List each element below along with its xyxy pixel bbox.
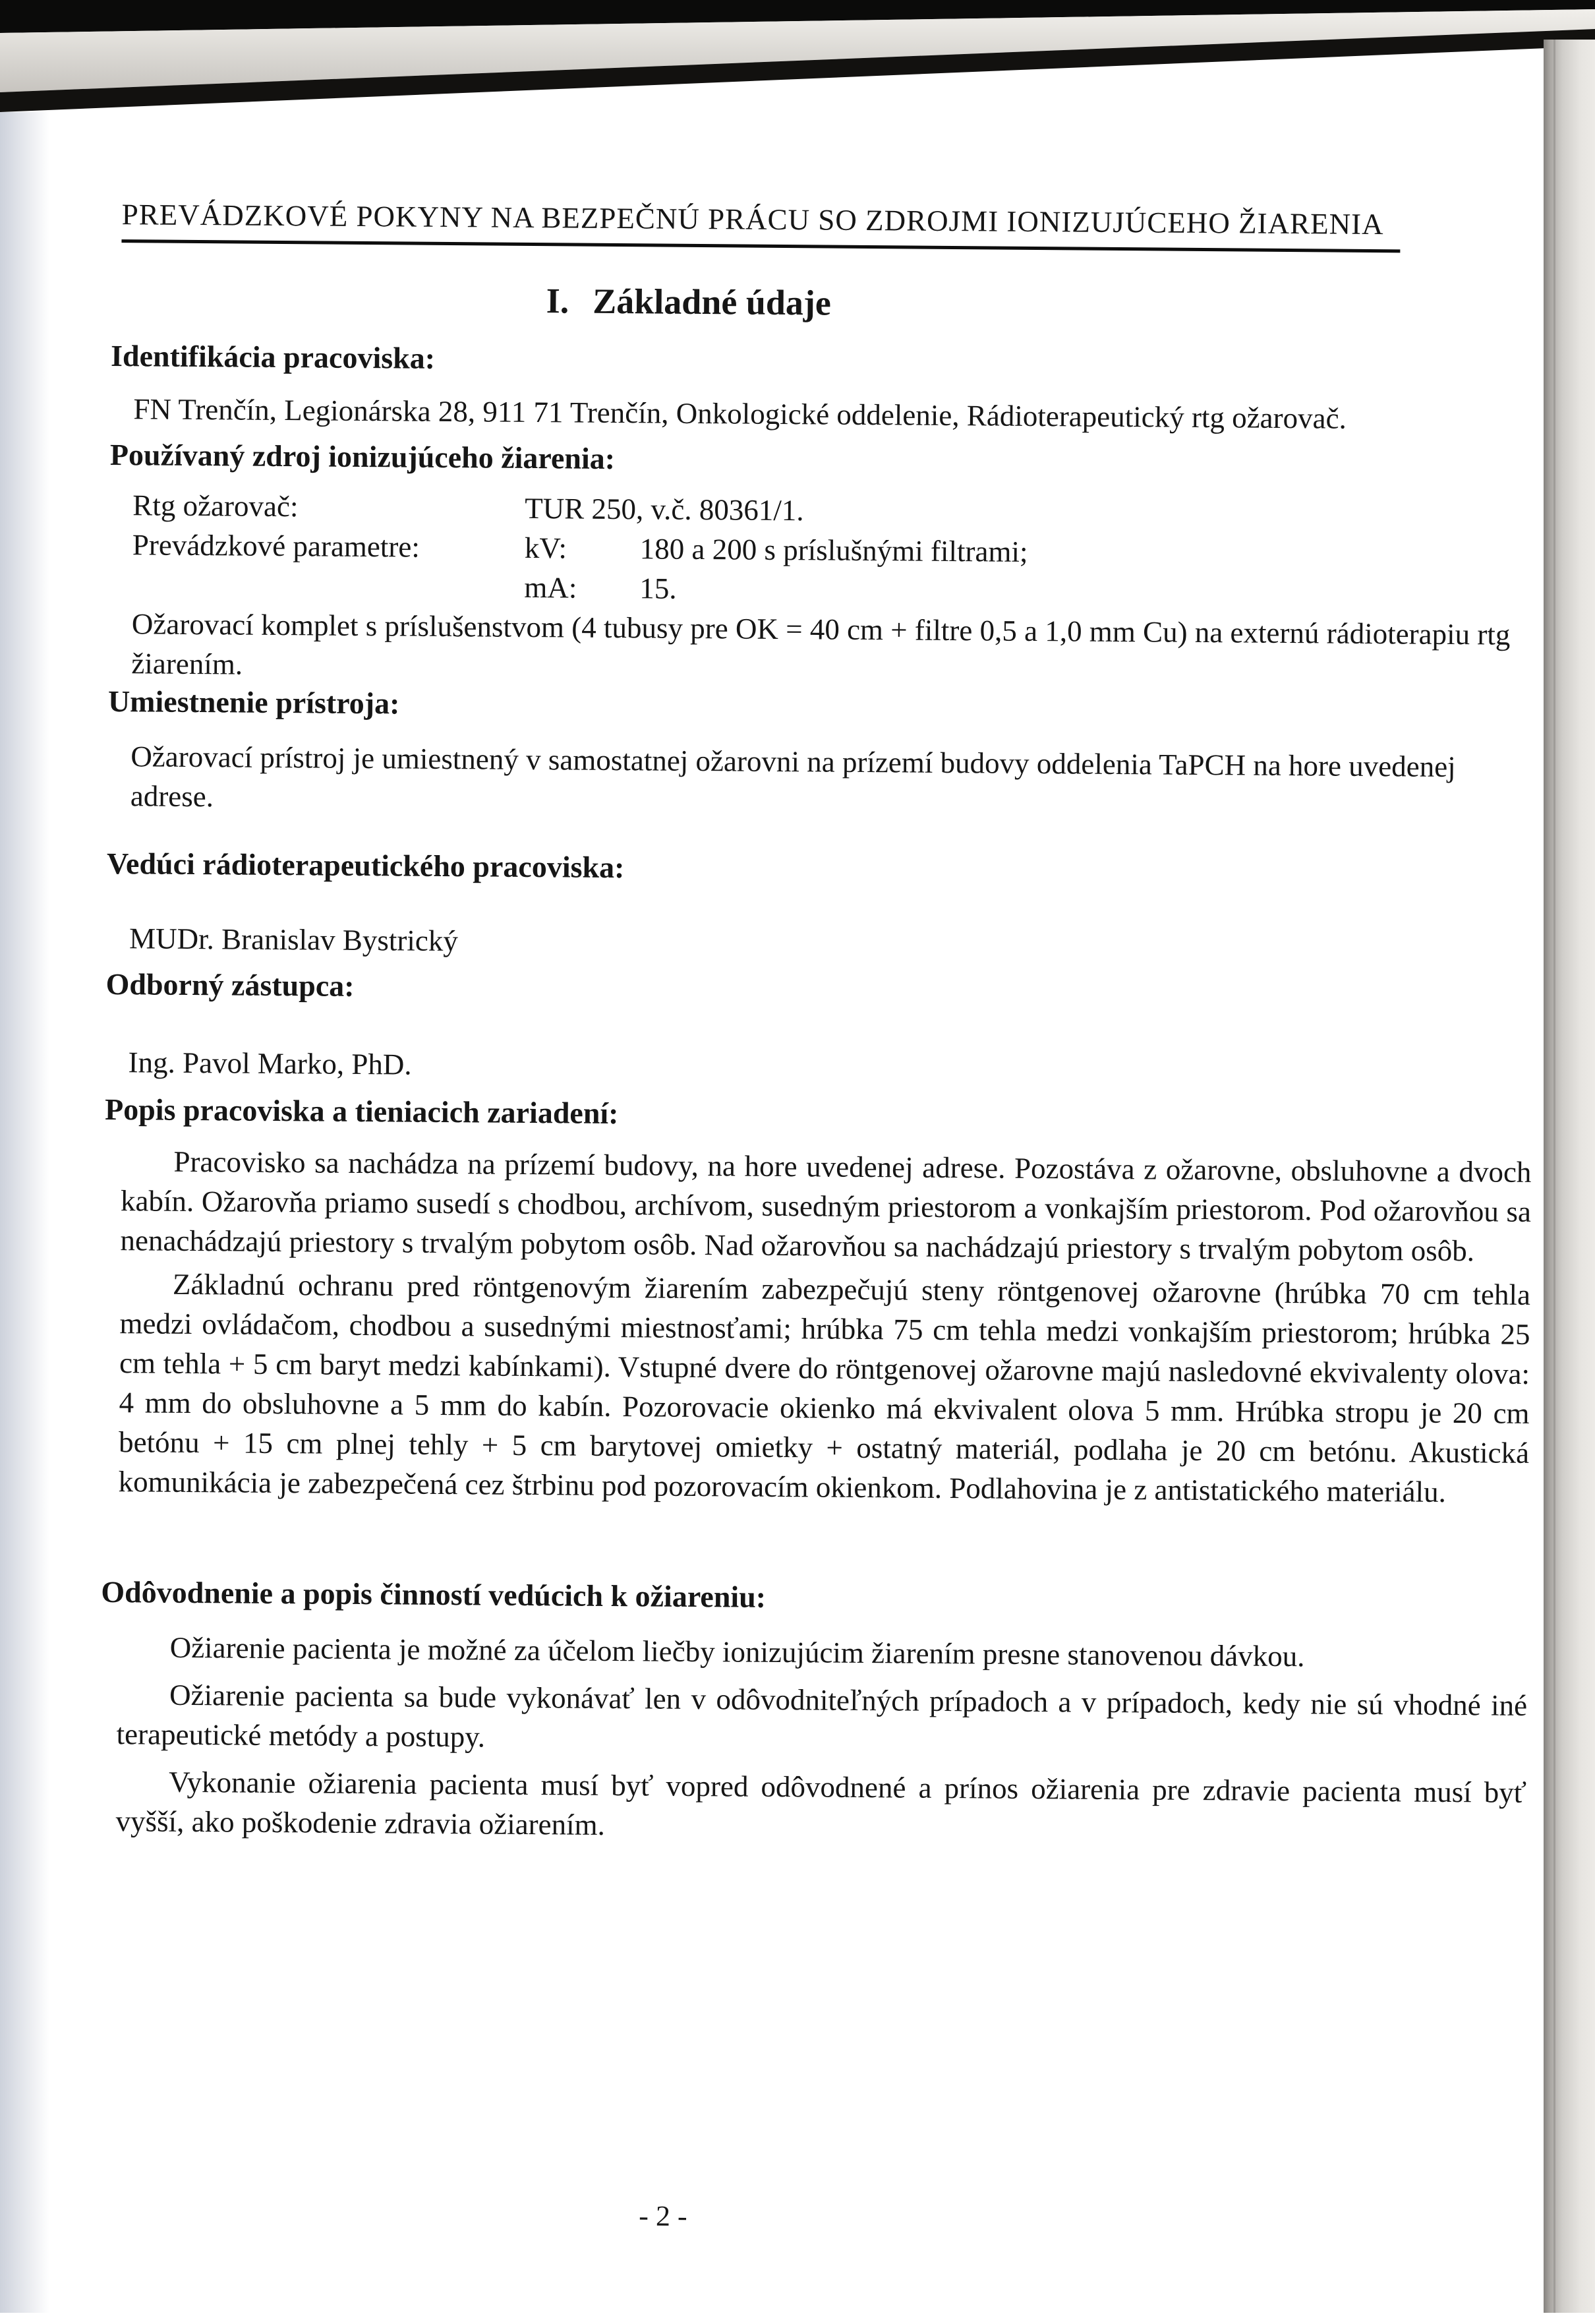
heading-popis: Popis pracoviska a tieniacich zariadení:: [104, 1092, 619, 1131]
popis-paragraph: Základnú ochranu pred röntgenovým žiarením zabezpečujú steny röntgenovej ožarovne (hrúbka 70 cm tehla medzi ovládačom, chodbou a susednými miestnosťami; hrúbka 75 cm tehla medzi vonkajším priestorom; hrúbka 25 cm tehla + 5 cm baryt medzi kabínkami). Vstupné dvere do röntgenovej ožarovne majú nasledovné ekvivalenty olova: 4 mm do obsluhovne a 5 mm do kabín. Pozorovacie okienko má ekvivalent olova 5 mm. Hrúbka stropu je 20 cm betónu + 15 cm plnej tehly + 5 cm barytovej omietky + ostatný materiál, podlaha je 20 cm betónu. Akustická komunikácia je zabezpečená cez štrbinu pod pozorovacím okienkom. Podlahovina je z antistatického materiálu.: [118, 1267, 1531, 1508]
zdroj-note: Ožarovací komplet s príslušenstvom (4 tubusy pre OK = 40 cm + filtre 0,5 a 1,0 mm Cu) na externú rádioterapiu rtg žiarením.: [131, 607, 1511, 681]
param-label: [132, 564, 524, 607]
param-key: mA:: [524, 570, 577, 605]
params-table: [109, 485, 1536, 615]
left-scan-shade: [0, 112, 49, 2313]
document-page: [96, 194, 1539, 2324]
param-value: 15.: [639, 572, 677, 605]
heading-veduci: Vedúci rádioterapeutického pracoviska:: [106, 846, 625, 885]
scan-top-edge: [0, 0, 1595, 119]
page-edge-line: [1553, 40, 1555, 2313]
popis-paragraph: Pracovisko sa nachádza na prízemí budovy, na hore uvedenej adrese. Pozostáva z ožarovne, obsluhovne a dvoch kabín. Ožarovňa priamo susedí s chodbou, archívom, susedným priestorom a vonkajším priestorom. Pod ožarovňou sa nenachádzajú priestory s trvalým pobytom osôb. Nad ožarovňou sa nachádzajú priestory s trvalým pobytom osôb.: [120, 1145, 1532, 1268]
document-header-title: PREVÁDZKOVÉ POKYNY NA BEZPEČNÚ PRÁCU SO ZDROJMI IONIZUJÚCEHO ŽIARENIA: [121, 197, 1400, 253]
heading-zastupca: Odborný zástupca:: [105, 967, 355, 1003]
param-label: Prevádzkové parametre:: [132, 528, 420, 564]
odovodnenie-paragraph: Ožiarenie pacienta je možné za účelom liečby ionizujúcim žiarením presne stanovenou dávkou.: [169, 1630, 1305, 1673]
param-value: 180 a 200 s príslušnými filtrami;: [639, 532, 1028, 568]
zastupca-body: Ing. Pavol Marko, PhD.: [128, 1046, 412, 1081]
umiestnenie-body: Ožarovací prístroj je umiestnený v samostatnej ožarovni na prízemí budovy oddelenia TaPCH na hore uvedenej adrese.: [130, 740, 1456, 814]
heading-zdroj: Používaný zdroj ionizujúceho žiarenia:: [109, 437, 616, 476]
odovodnenie-paragraph: Ožiarenie pacienta sa bude vykonávať len v odôvodniteľných prípadoch a v prípadoch, kedy nie sú vhodné iné terapeutické metódy a postupy.: [116, 1678, 1528, 1754]
identifikacia-body: FN Trenčín, Legionárska 28, 911 71 Trenčín, Onkologické oddelenie, Rádioterapeutický rtg ožarovač.: [133, 392, 1347, 435]
param-label: Rtg ožarovač:: [132, 489, 299, 523]
section-title: [546, 280, 1538, 329]
page-stack-edge: [1544, 40, 1595, 2313]
section-numeral: I.: [546, 281, 569, 321]
odovodnenie-paragraph: Vykonanie ožiarenia pacienta musí byť vopred odôvodnené a prínos ožiarenia pre zdravie pacienta musí byť vyšší, ako poškodenie zdravia ožiarením.: [115, 1765, 1527, 1841]
param-value: TUR 250, v.č. 80361/1.: [525, 491, 804, 527]
veduci-body: MUDr. Branislav Bystrický: [129, 922, 459, 958]
heading-odovodnenie: Odôvodnenie a popis činností vedúcich k ožiareniu:: [101, 1574, 767, 1614]
param-key: kV:: [524, 531, 567, 565]
heading-umiestnenie: Umiestnenie prístroja:: [107, 684, 400, 721]
page-number: - 2 -: [639, 2199, 687, 2232]
heading-identifikacia: Identifikácia pracoviska:: [110, 338, 436, 375]
section-title-text: Základné údaje: [593, 281, 832, 323]
